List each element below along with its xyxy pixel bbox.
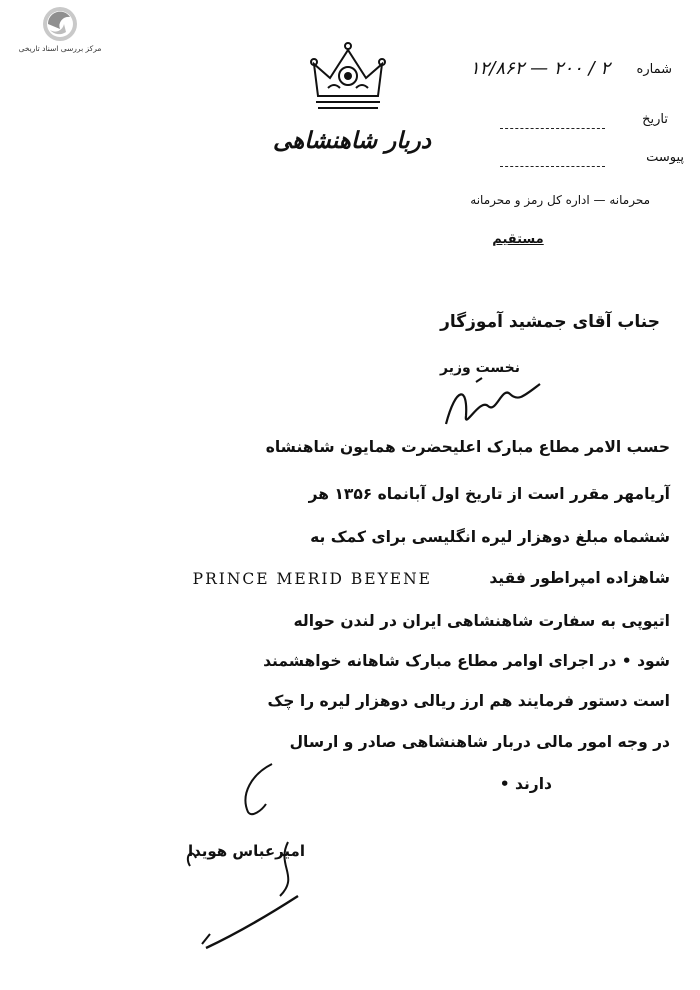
- signature-icon: [180, 836, 330, 956]
- handwritten-initials-icon: [436, 376, 546, 432]
- attachment-label: پیوست: [646, 150, 684, 165]
- body-line-4: شاهزاده امپراطور فقید: [489, 569, 670, 587]
- date-label: تاریخ: [642, 112, 668, 127]
- organization-title: دربار شاهنشاهی: [272, 128, 432, 154]
- attachment-dotted-line: [500, 166, 605, 167]
- body-line-6: شود • در اجرای اوامر مطاع مبارک شاهانه خواهشمند: [263, 652, 670, 670]
- crown-emblem-icon: [300, 36, 396, 116]
- date-dotted-line: [500, 128, 605, 129]
- salutation: جناب آقای جمشید آموزگار: [440, 312, 660, 332]
- body-line-2: آریامهر مقرر است از تاریخ اول آبانماه ۱۳۵۶ هر: [308, 485, 670, 503]
- body-line-9: دارند •: [499, 775, 552, 793]
- body-line-1: حسب الامر مطاع مبارک اعلیحضرت همایون شاهنشاه: [265, 438, 670, 456]
- confidential-department-line: محرمانه — اداره کل رمز و محرمانه: [470, 193, 650, 207]
- body-line-5: اتیوپی به سفارت شاهنشاهی ایران در لندن حواله: [293, 612, 670, 630]
- body-line-3: ششماه مبلغ دوهزار لیره انگلیسی برای کمک به: [310, 528, 670, 546]
- letter-number-value: ۱۲/۸۶۲ — ۲۰۰ / ۲: [469, 58, 610, 79]
- recipient-position: نخست وزیر: [439, 360, 520, 376]
- archive-watermark-text: مرکز بررسی اسناد تاریخی: [18, 44, 102, 53]
- handwritten-mark-icon: [232, 760, 282, 820]
- body-line-8: در وجه امور مالی دربار شاهنشاهی صادر و ارسال: [289, 733, 670, 751]
- signer-name: امیرعباس هویدا: [187, 842, 305, 860]
- number-label: شماره: [636, 62, 672, 77]
- body-line-7: است دستور فرمایند هم ارز ریالی دوهزار لیره را چک: [267, 692, 670, 710]
- body-line-latin-name: PRINCE MERID BEYENE: [192, 570, 432, 588]
- urgent-stamp: مستقیم: [492, 232, 544, 247]
